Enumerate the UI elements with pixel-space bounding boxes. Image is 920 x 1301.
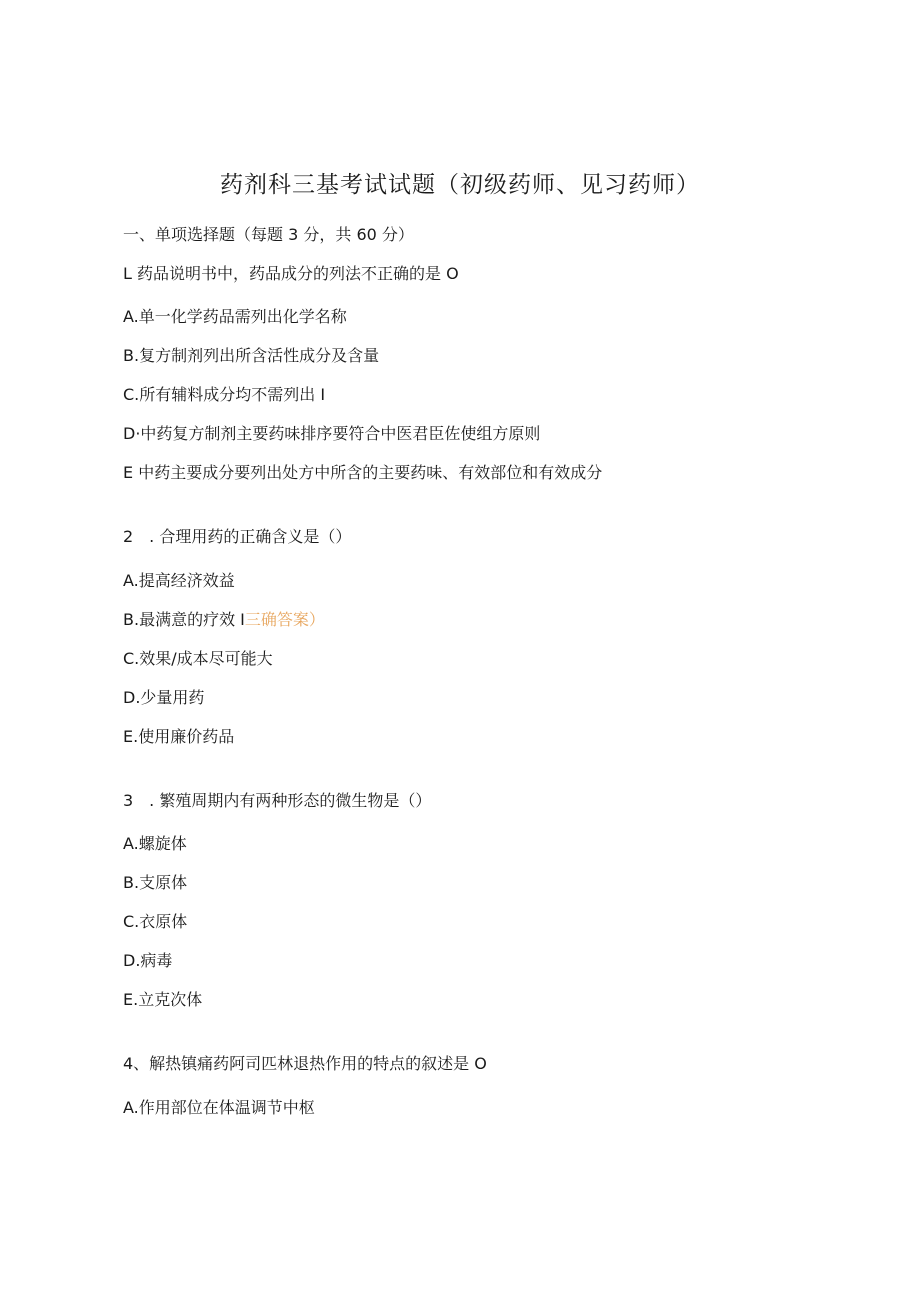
correct-answer-hint: 三确答案） — [244, 610, 325, 629]
question-2-option-b: B.最满意的疗效 I — [123, 610, 245, 629]
question-4-stem: 4、解热镇痛药阿司匹林退热作用的特点的叙述是 O — [123, 1054, 487, 1073]
question-2-stem: 2 . 合理用药的正确含义是（） — [123, 527, 352, 546]
question-3-option-b: B.支原体 — [123, 873, 188, 892]
question-1-option-b: B.复方制剂列出所含活性成分及含量 — [123, 346, 380, 365]
question-2-option-c: C.效果/成本尽可能大 — [123, 649, 273, 668]
section-heading: 一、单项选择题（每题 3 分，共 60 分） — [123, 225, 414, 244]
page-title: 药剂科三基考试试题（初级药师、见习药师） — [220, 172, 700, 198]
question-4-option-a: A.作用部位在体温调节中枢 — [123, 1098, 315, 1117]
question-3-option-e: E.立克次体 — [123, 990, 203, 1009]
question-3-option-c: C.衣原体 — [123, 912, 188, 931]
question-1-option-c: C.所有辅料成分均不需列出 I — [123, 385, 326, 404]
question-1-option-a: A.单一化学药品需列出化学名称 — [123, 307, 347, 326]
question-2-option-b-row — [123, 609, 325, 631]
question-1-stem: L 药品说明书中，药品成分的列法不正确的是 O — [123, 264, 459, 283]
question-2-option-e: E.使用廉价药品 — [123, 727, 235, 746]
question-3-stem: 3 . 繁殖周期内有两种形态的微生物是（） — [123, 791, 432, 810]
question-1-option-e: E 中药主要成分要列出处方中所含的主要药味、有效部位和有效成分 — [123, 463, 603, 482]
question-2-option-d: D.少量用药 — [123, 688, 205, 707]
question-3-option-a: A.螺旋体 — [123, 834, 187, 853]
question-2-option-a: A.提高经济效益 — [123, 571, 235, 590]
question-1-option-d: D·中药复方制剂主要药味排序要符合中医君臣佐使组方原则 — [123, 424, 541, 443]
question-3-option-d: D.病毒 — [123, 951, 173, 970]
